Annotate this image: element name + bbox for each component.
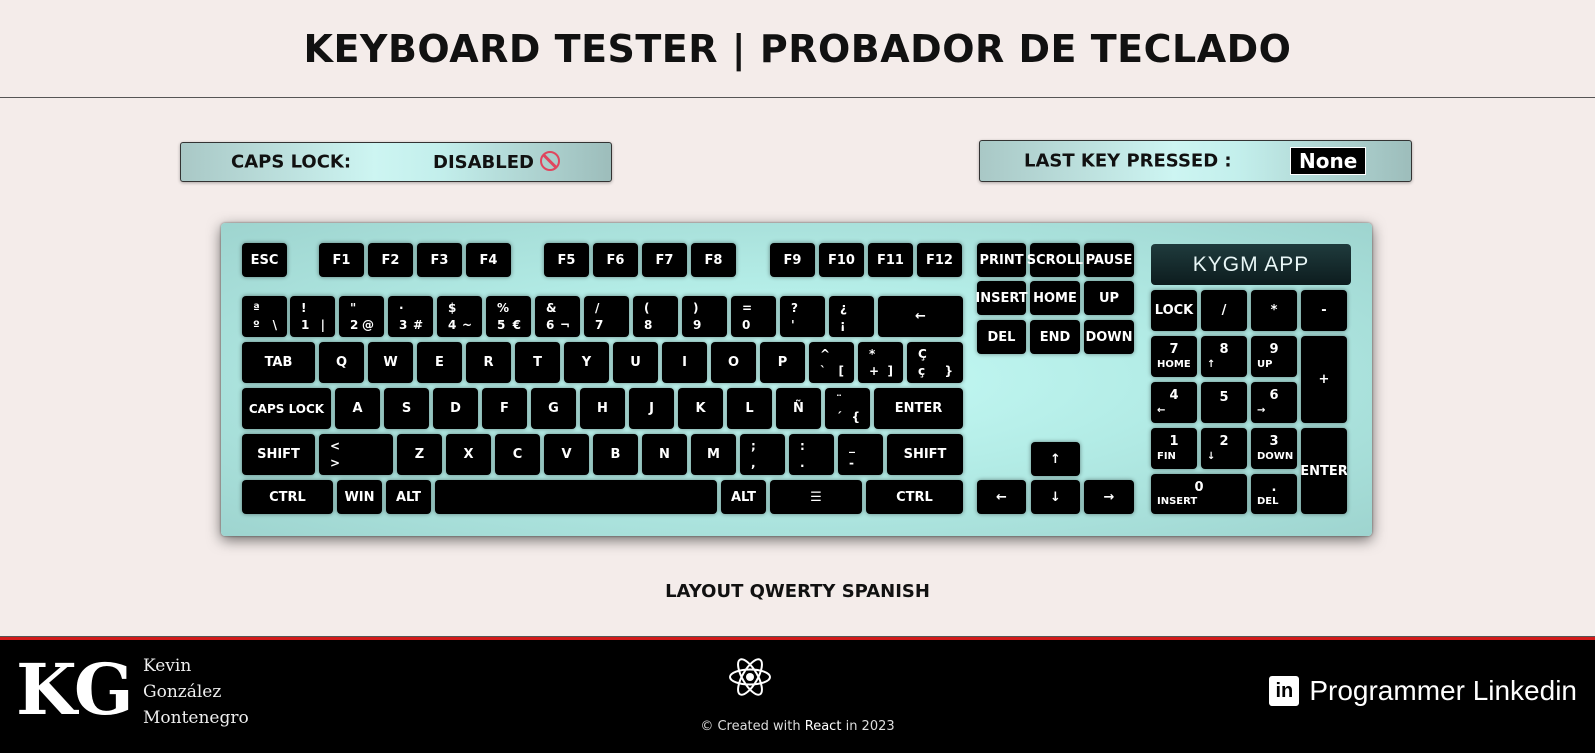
key-angle-bottom: > [330, 456, 341, 470]
page-header [0, 0, 1595, 98]
key-digit-5[interactable] [486, 296, 531, 337]
key-num-minus[interactable]: - [1301, 290, 1347, 331]
key-digit-8-bottom: 8 [644, 318, 653, 332]
key-tab[interactable]: TAB [242, 342, 315, 383]
key-f8[interactable]: F8 [691, 243, 736, 277]
last-key-status [979, 140, 1412, 182]
key-grave[interactable] [242, 296, 287, 337]
key-minus[interactable] [838, 434, 883, 475]
key-c-cedilla-top: Ç [918, 347, 927, 361]
key-l[interactable]: L [727, 388, 772, 429]
key-digit-4-top: $ [448, 301, 457, 315]
key-digit-3[interactable] [388, 296, 433, 337]
key-arrow-left[interactable]: ← [977, 480, 1026, 514]
key-caps-lock[interactable]: CAPS LOCK [242, 388, 331, 429]
key-num-decimal-bottom: DEL [1257, 496, 1279, 507]
key-digit-2-bottom: 2 [350, 318, 359, 332]
key-num-2-bottom: ↓ [1207, 451, 1216, 462]
key-num-0[interactable] [1151, 474, 1247, 514]
key-grave-alt: \ [272, 318, 277, 332]
key-bracket-right-top: * [869, 347, 876, 361]
key-del[interactable]: DEL [977, 320, 1026, 354]
key-u[interactable]: U [613, 342, 658, 383]
key-enter[interactable]: ENTER [874, 388, 963, 429]
key-num-3-top: 3 [1269, 434, 1279, 449]
key-end[interactable]: END [1030, 320, 1080, 354]
key-num-enter[interactable]: ENTER [1301, 428, 1347, 514]
key-a[interactable]: A [335, 388, 380, 429]
key-num-4-bottom: ← [1157, 405, 1166, 416]
key-digit-2-alt: @ [362, 318, 374, 332]
key-digit-6-bottom: 6 [546, 318, 555, 332]
key-f5[interactable]: F5 [544, 243, 589, 277]
key-p[interactable]: P [760, 342, 805, 383]
credit-prefix: © Created with [700, 719, 801, 734]
key-num-plus[interactable]: + [1301, 336, 1347, 423]
key-b[interactable]: B [593, 434, 638, 475]
key-c-cedilla-alt: } [944, 364, 953, 378]
key-f7[interactable]: F7 [642, 243, 687, 277]
key-digit-9-top: ) [693, 301, 699, 315]
key-scroll[interactable]: SCROLL [1030, 243, 1080, 277]
key-comma-top: ; [751, 439, 756, 453]
key-f1[interactable]: F1 [319, 243, 364, 277]
author-name-line3: Montenegro [143, 708, 249, 728]
key-num-2[interactable] [1201, 428, 1247, 469]
key-s[interactable]: S [384, 388, 429, 429]
key-num-8-top: 8 [1219, 342, 1229, 357]
key-digit-1[interactable] [290, 296, 335, 337]
key-diaeresis[interactable] [825, 388, 870, 429]
caps-lock-status [180, 142, 612, 182]
key-esc[interactable]: ESC [242, 243, 287, 277]
key-c-cedilla-bottom: ç [918, 364, 926, 378]
key-num-6-top: 6 [1269, 388, 1279, 403]
key-f9[interactable]: F9 [770, 243, 815, 277]
key-digit-0-bottom: 0 [742, 318, 751, 332]
key-num-divide[interactable]: / [1201, 290, 1247, 331]
key-home[interactable]: HOME [1030, 281, 1080, 315]
key-diaeresis-alt: { [851, 410, 860, 424]
key-num-3[interactable] [1251, 428, 1297, 469]
key-c-cedilla[interactable] [907, 342, 963, 383]
key-digit-4-bottom: 4 [448, 318, 457, 332]
key-bracket-right-alt: ] [887, 364, 893, 378]
linkedin-label: Programmer Linkedin [1309, 675, 1577, 706]
key-bracket-left-top: ^ [820, 347, 831, 361]
key-digit-8-top: ( [644, 301, 650, 315]
key-f6[interactable]: F6 [593, 243, 638, 277]
key-digit-2[interactable] [339, 296, 384, 337]
key-arrow-down[interactable]: ↓ [1031, 480, 1080, 514]
key-up[interactable]: UP [1084, 281, 1134, 315]
key-o[interactable]: O [711, 342, 756, 383]
key-period[interactable] [789, 434, 834, 475]
key-digit-6-alt: ¬ [559, 318, 570, 332]
key-g[interactable]: G [531, 388, 576, 429]
key-f2[interactable]: F2 [368, 243, 413, 277]
key-x[interactable]: X [446, 434, 491, 475]
key-num-9[interactable] [1251, 336, 1297, 377]
key-num-8-bottom: ↑ [1207, 359, 1216, 370]
key-f4[interactable]: F4 [466, 243, 511, 277]
key-bracket-right[interactable] [858, 342, 903, 383]
key-insert[interactable]: INSERT [977, 281, 1026, 315]
caps-lock-label: CAPS LOCK: [231, 151, 352, 173]
layout-label: LAYOUT QWERTY SPANISH [665, 581, 930, 602]
key-angle-top: < [330, 439, 341, 453]
key-shift-left[interactable]: SHIFT [242, 434, 315, 475]
key-e[interactable]: E [417, 342, 462, 383]
key-inverted-question-bottom: ¡ [840, 318, 846, 332]
key-num-lock[interactable]: LOCK [1151, 290, 1197, 331]
key-h[interactable]: H [580, 388, 625, 429]
key-num-1-top: 1 [1169, 434, 1179, 449]
key-diaeresis-bottom: ´ [836, 410, 842, 424]
key-num-4[interactable] [1151, 382, 1197, 423]
key-down[interactable]: DOWN [1084, 320, 1134, 354]
key-apostrophe-top: ? [791, 301, 798, 315]
key-num-7-bottom: HOME [1157, 359, 1191, 370]
key-num-9-bottom: UP [1257, 359, 1273, 370]
key-digit-9-bottom: 9 [693, 318, 702, 332]
key-num-9-top: 9 [1269, 342, 1279, 357]
prohibited-icon [540, 151, 560, 171]
credit-react: React [804, 719, 842, 734]
key-digit-2-top: " [350, 301, 357, 315]
key-digit-5-top: % [497, 301, 510, 315]
key-d[interactable]: D [433, 388, 478, 429]
key-digit-4-alt: ~ [461, 318, 472, 332]
key-space[interactable] [435, 480, 717, 514]
key-digit-8[interactable] [633, 296, 678, 337]
key-f11[interactable]: F11 [868, 243, 913, 277]
key-comma[interactable] [740, 434, 785, 475]
key-bracket-left-alt: [ [838, 364, 844, 378]
key-num-7[interactable] [1151, 336, 1197, 377]
key-digit-5-bottom: 5 [497, 318, 506, 332]
key-period-top: : [800, 439, 805, 453]
caps-lock-value: DISABLED [433, 152, 534, 173]
logo-initials: KG [16, 648, 131, 731]
key-y[interactable]: Y [564, 342, 609, 383]
key-minus-top: _ [849, 439, 855, 453]
key-num-5[interactable] [1201, 382, 1247, 423]
key-w[interactable]: W [368, 342, 413, 383]
key-apostrophe-bottom: ' [791, 318, 795, 332]
key-r[interactable]: R [466, 342, 511, 383]
key-digit-3-alt: # [412, 318, 423, 332]
key-digit-7[interactable] [584, 296, 629, 337]
key-digit-3-bottom: 3 [399, 318, 408, 332]
key-num-1-bottom: FIN [1157, 451, 1176, 462]
caps-lock-value-wrap [433, 151, 560, 173]
key-num-8[interactable] [1201, 336, 1247, 377]
key-angle[interactable] [319, 434, 393, 475]
key-num-0-bottom: INSERT [1157, 496, 1198, 507]
key-n[interactable]: N [642, 434, 687, 475]
linkedin-icon: in [1269, 676, 1299, 706]
key-num-5-top: 5 [1219, 390, 1229, 405]
credit-suffix: in 2023 [845, 719, 895, 734]
key-digit-6-top: & [546, 301, 557, 315]
key-win[interactable]: WIN [337, 480, 382, 514]
key-n-tilde[interactable]: Ñ [776, 388, 821, 429]
key-bracket-left[interactable] [809, 342, 854, 383]
key-digit-7-top: / [595, 301, 600, 315]
key-f10[interactable]: F10 [819, 243, 864, 277]
page-title: KEYBOARD TESTER | PROBADOR DE TECLADO [303, 26, 1292, 71]
key-v[interactable]: V [544, 434, 589, 475]
key-num-0-top: 0 [1194, 480, 1204, 495]
key-arrow-right[interactable]: → [1084, 480, 1134, 514]
key-digit-9[interactable] [682, 296, 727, 337]
last-key-value: None [1290, 147, 1366, 175]
key-backspace[interactable]: ← [878, 296, 963, 337]
footer [0, 636, 1595, 753]
key-f12[interactable]: F12 [917, 243, 962, 277]
key-inverted-question[interactable] [829, 296, 874, 337]
key-period-bottom: . [800, 456, 805, 470]
key-num-1[interactable] [1151, 428, 1197, 469]
linkedin-link[interactable] [1269, 675, 1577, 707]
key-grave-top: ª [253, 301, 260, 315]
key-alt-left[interactable]: ALT [386, 480, 431, 514]
key-bracket-right-bottom: + [869, 364, 880, 378]
key-diaeresis-top: ¨ [836, 393, 842, 407]
key-digit-1-alt: | [320, 318, 325, 332]
key-digit-4[interactable] [437, 296, 482, 337]
key-j[interactable]: J [629, 388, 674, 429]
key-digit-3-top: · [399, 301, 404, 315]
key-k[interactable]: K [678, 388, 723, 429]
key-num-2-top: 2 [1219, 434, 1229, 449]
key-f3[interactable]: F3 [417, 243, 462, 277]
key-t[interactable]: T [515, 342, 560, 383]
key-digit-7-bottom: 7 [595, 318, 604, 332]
key-num-3-bottom: DOWN [1257, 451, 1294, 462]
key-c[interactable]: C [495, 434, 540, 475]
key-i[interactable]: I [662, 342, 707, 383]
key-f[interactable]: F [482, 388, 527, 429]
key-num-multiply[interactable]: * [1251, 290, 1297, 331]
key-num-decimal-top: . [1271, 480, 1277, 495]
key-print[interactable]: PRINT [977, 243, 1026, 277]
key-num-7-top: 7 [1169, 342, 1179, 357]
last-key-label: LAST KEY PRESSED : [1024, 150, 1232, 172]
key-alt-right[interactable]: ALT [721, 480, 766, 514]
react-icon [728, 655, 772, 699]
key-digit-6[interactable] [535, 296, 580, 337]
key-digit-5-alt: € [512, 318, 521, 332]
key-pause[interactable]: PAUSE [1084, 243, 1134, 277]
key-num-decimal[interactable] [1251, 474, 1297, 514]
key-ctrl-left[interactable]: CTRL [242, 480, 333, 514]
key-inverted-question-top: ¿ [840, 301, 847, 315]
key-digit-1-top: ! [301, 301, 307, 315]
key-num-6[interactable] [1251, 382, 1297, 423]
key-m[interactable]: M [691, 434, 736, 475]
key-ctrl-right[interactable]: CTRL [866, 480, 963, 514]
key-digit-0[interactable] [731, 296, 776, 337]
key-arrow-up[interactable]: ↑ [1031, 442, 1080, 476]
key-apostrophe[interactable] [780, 296, 825, 337]
key-num-6-bottom: → [1257, 405, 1266, 416]
key-comma-bottom: , [751, 456, 756, 470]
key-z[interactable]: Z [397, 434, 442, 475]
key-digit-1-bottom: 1 [301, 318, 310, 332]
credit-text [0, 719, 1595, 734]
author-name-line1: Kevin [143, 656, 192, 676]
key-minus-bottom: - [849, 456, 854, 470]
key-grave-bottom: º [253, 318, 260, 332]
key-q[interactable]: Q [319, 342, 364, 383]
brand-label: KYGM APP [1151, 244, 1351, 285]
key-digit-0-top: = [742, 301, 753, 315]
key-num-4-top: 4 [1169, 388, 1179, 403]
key-menu[interactable]: ☰ [770, 480, 862, 514]
key-shift-right[interactable]: SHIFT [887, 434, 963, 475]
key-bracket-left-bottom: ` [820, 364, 826, 378]
author-name-line2: González [143, 682, 222, 702]
keyboard [221, 223, 1372, 536]
